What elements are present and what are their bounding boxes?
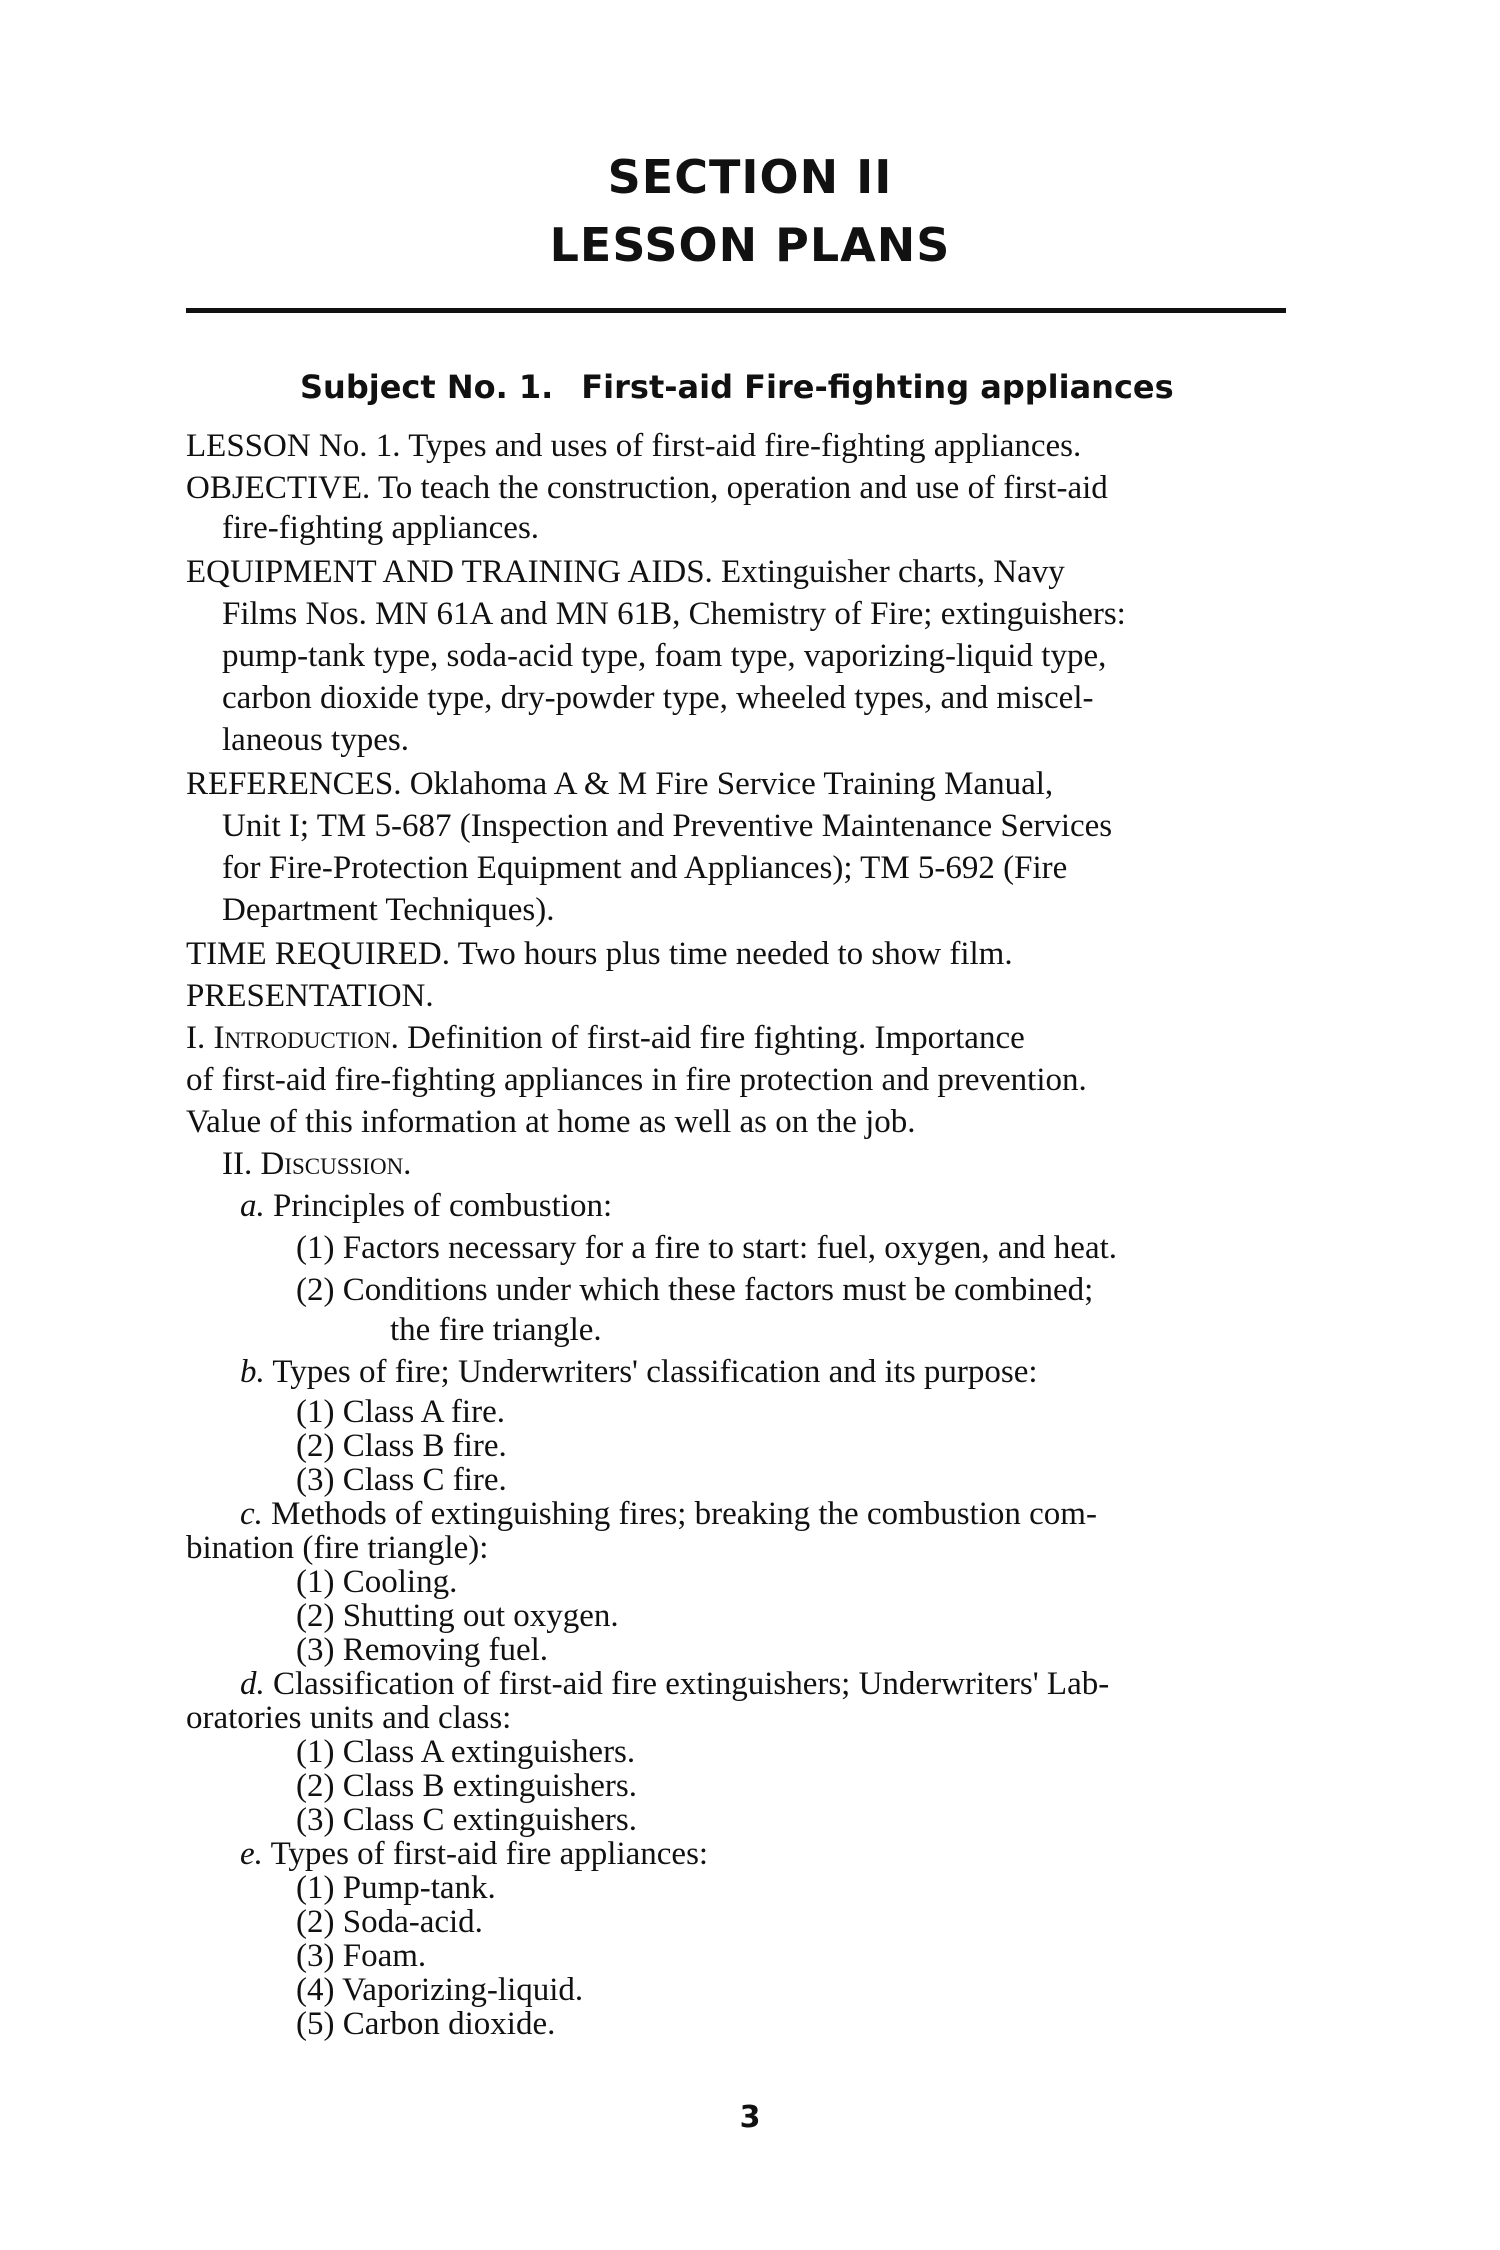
equipment-label: EQUIPMENT AND TRAINING AIDS. bbox=[186, 554, 713, 590]
list-item: (1) Factors necessary for a fire to start: fuel, oxygen, and heat. bbox=[296, 1230, 1118, 1266]
references-line-1 bbox=[186, 764, 1053, 804]
list-item: (5) Carbon dioxide. bbox=[296, 2006, 556, 2042]
section-heading: SECTION II bbox=[607, 150, 893, 204]
list-item: (3) Foam. bbox=[296, 1938, 427, 1974]
subsection-letter: d. bbox=[240, 1666, 265, 1702]
subsection-title-text: Classification of first-aid fire extinguishers; Underwriters' Lab- bbox=[273, 1666, 1110, 1702]
equipment-line-4: carbon dioxide type, dry-powder type, wheeled types, and miscel- bbox=[222, 680, 1094, 716]
subsection-letter: b. bbox=[240, 1354, 265, 1390]
equipment-line-2: Films Nos. MN 61A and MN 61B, Chemistry of Fire; extinguishers: bbox=[222, 596, 1126, 632]
lesson-label: LESSON No. 1. bbox=[186, 428, 401, 464]
references-line-2: Unit I; TM 5-687 (Inspection and Preventive Maintenance Services bbox=[222, 808, 1113, 844]
subsection-title-text: Types of fire; Underwriters' classification and its purpose: bbox=[272, 1354, 1038, 1390]
lesson-text: Types and uses of first-aid fire-fighting appliances. bbox=[408, 428, 1082, 464]
list-item: (3) Class C extinguishers. bbox=[296, 1802, 637, 1838]
subject-number: Subject No. 1. bbox=[300, 368, 554, 406]
references-label: REFERENCES. bbox=[186, 766, 402, 802]
references-line-4: Department Techniques). bbox=[222, 892, 555, 928]
subsection-letter: a. bbox=[240, 1188, 265, 1224]
subsection-letter: e. bbox=[240, 1836, 263, 1872]
subsection-b-title bbox=[240, 1352, 1038, 1392]
subsection-title-text: Types of first-aid fire appliances: bbox=[270, 1836, 709, 1872]
objective-text: To teach the construction, operation and use of first-aid bbox=[377, 470, 1108, 506]
subsection-title-text: Methods of extinguishing fires; breaking the combustion com- bbox=[271, 1496, 1097, 1532]
introduction-numeral: I. bbox=[186, 1020, 206, 1056]
time-label: TIME REQUIRED. bbox=[186, 936, 450, 972]
subsection-a-title bbox=[240, 1186, 612, 1226]
list-item: the fire triangle. bbox=[390, 1312, 602, 1348]
presentation-label: PRESENTATION. bbox=[186, 978, 434, 1014]
introduction-label: Introduction. bbox=[213, 1020, 399, 1056]
subject-name: First-aid Fire-fighting appliances bbox=[581, 368, 1174, 406]
introduction-line-1 bbox=[186, 1018, 1025, 1058]
subsection-title-text: Principles of combustion: bbox=[273, 1188, 613, 1224]
discussion-label: Discussion. bbox=[260, 1146, 412, 1182]
horizontal-rule bbox=[186, 308, 1286, 313]
references-line-3: for Fire-Protection Equipment and Appliances); TM 5-692 (Fire bbox=[222, 850, 1068, 886]
objective-label: OBJECTIVE. bbox=[186, 470, 371, 506]
subsection-c-title-2: bination (fire triangle): bbox=[186, 1530, 489, 1566]
page-number: 3 bbox=[739, 2100, 761, 2135]
equipment-line-1 bbox=[186, 552, 1065, 592]
list-item: (2) Soda-acid. bbox=[296, 1904, 483, 1940]
list-item: (4) Vaporizing-liquid. bbox=[296, 1972, 584, 2008]
list-item: (2) Class B extinguishers. bbox=[296, 1768, 637, 1804]
subsection-letter: c. bbox=[240, 1496, 263, 1532]
subject-heading bbox=[300, 368, 1174, 406]
list-item: (1) Pump-tank. bbox=[296, 1870, 496, 1906]
list-item: (1) Class A extinguishers. bbox=[296, 1734, 636, 1770]
list-item: (2) Class B fire. bbox=[296, 1428, 507, 1464]
list-item: (2) Conditions under which these factors must be combined; bbox=[296, 1272, 1094, 1308]
introduction-line-2: of first-aid fire-fighting appliances in fire protection and prevention. bbox=[186, 1062, 1087, 1098]
list-item: (3) Removing fuel. bbox=[296, 1632, 549, 1668]
discussion-heading bbox=[222, 1144, 411, 1184]
objective-line-1 bbox=[186, 468, 1108, 508]
time-line bbox=[186, 934, 1013, 974]
list-item: (1) Cooling. bbox=[296, 1564, 458, 1600]
discussion-numeral: II. bbox=[222, 1146, 253, 1182]
introduction-text: Definition of first-aid fire fighting. Importance bbox=[407, 1020, 1025, 1056]
subsection-d-title-2: oratories units and class: bbox=[186, 1700, 512, 1736]
equipment-text: Extinguisher charts, Navy bbox=[721, 554, 1065, 590]
objective-line-2: fire-fighting appliances. bbox=[222, 510, 540, 546]
list-item: (3) Class C fire. bbox=[296, 1462, 507, 1498]
equipment-line-5: laneous types. bbox=[222, 722, 409, 758]
equipment-line-3: pump-tank type, soda-acid type, foam type, vaporizing-liquid type, bbox=[222, 638, 1107, 674]
page-title: LESSON PLANS bbox=[549, 218, 951, 272]
introduction-line-3: Value of this information at home as well as on the job. bbox=[186, 1104, 916, 1140]
list-item: (2) Shutting out oxygen. bbox=[296, 1598, 619, 1634]
references-text: Oklahoma A & M Fire Service Training Manual, bbox=[409, 766, 1054, 802]
list-item: (1) Class A fire. bbox=[296, 1394, 505, 1430]
time-text: Two hours plus time needed to show film. bbox=[457, 936, 1013, 972]
lesson-line bbox=[186, 426, 1081, 466]
